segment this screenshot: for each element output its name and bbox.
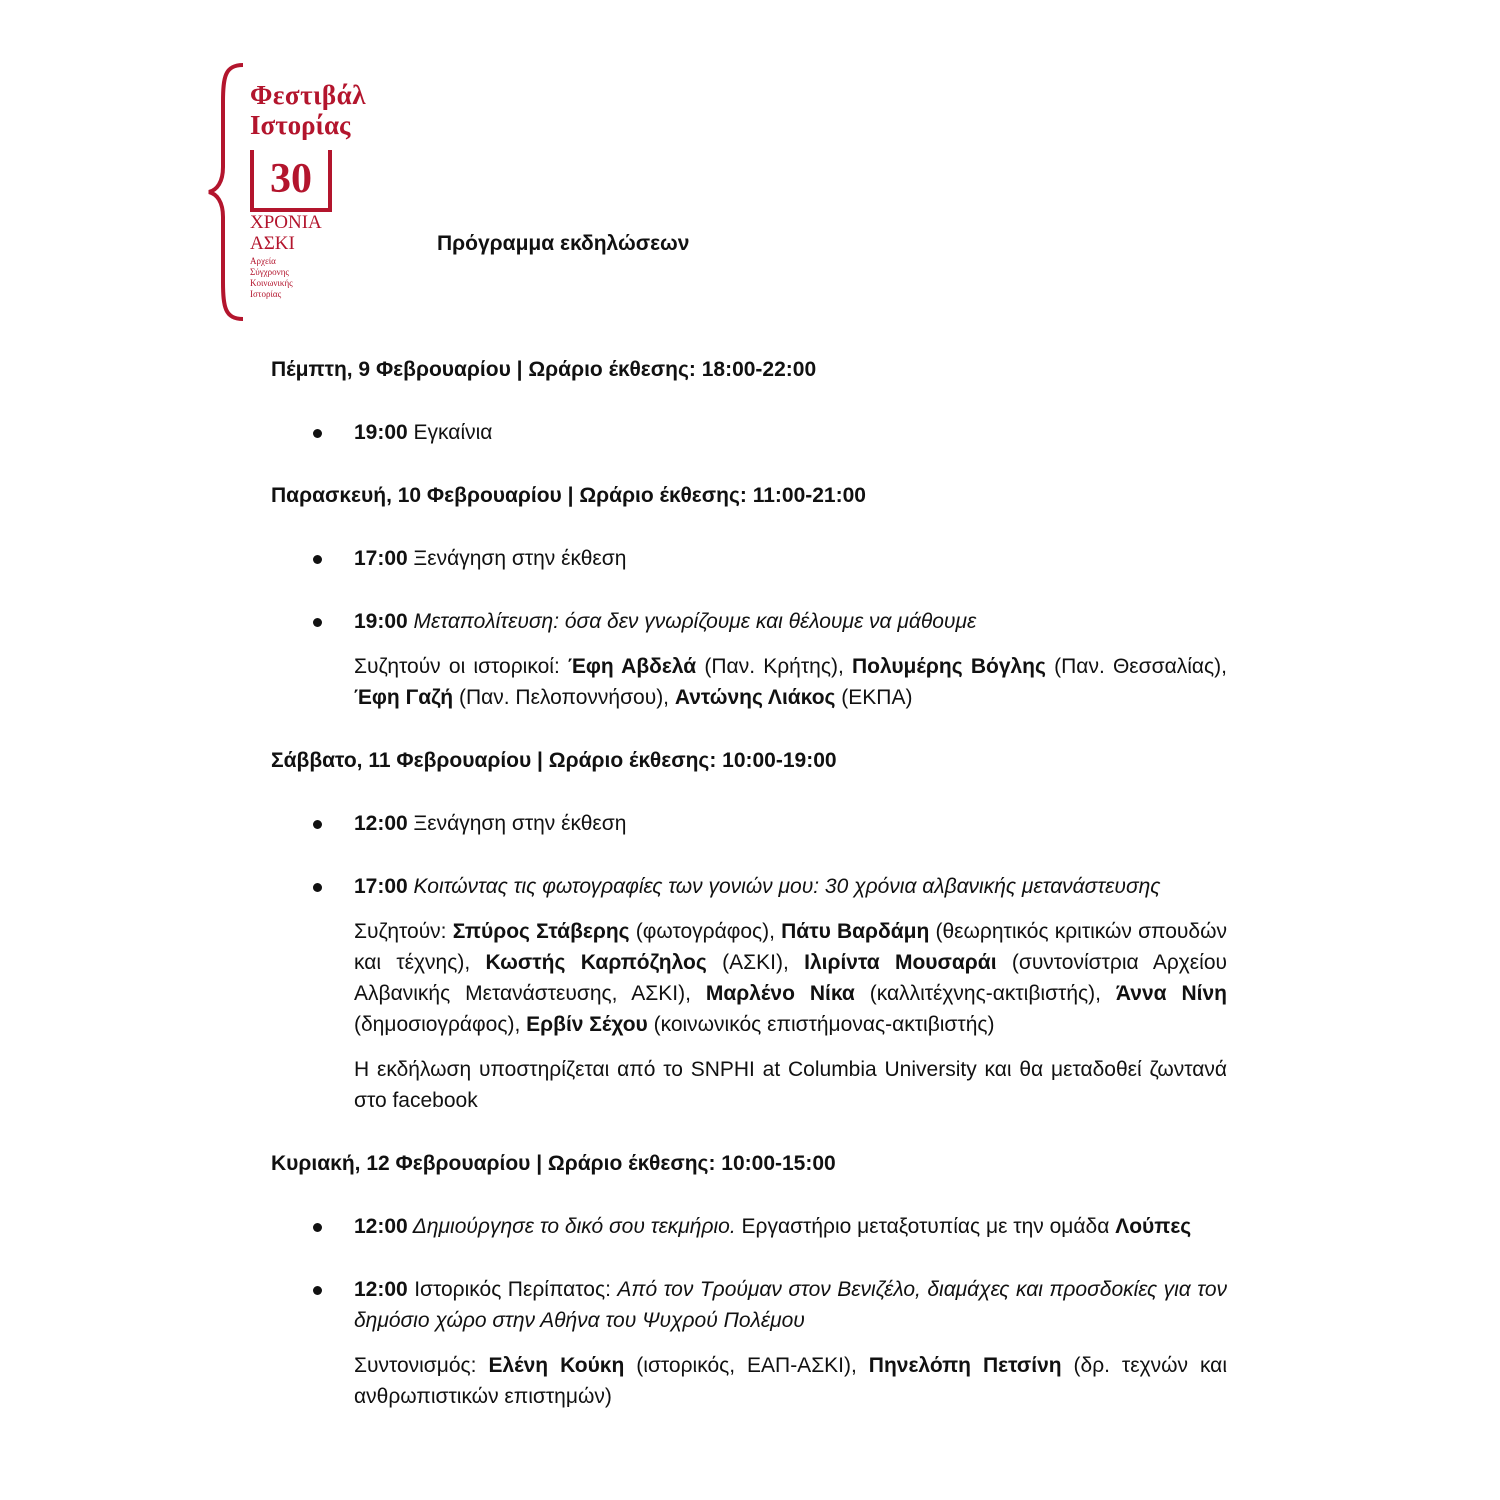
event-details xyxy=(271,651,1227,713)
bullet-icon xyxy=(313,820,322,829)
logo-small: Σύγχρονης xyxy=(250,267,289,277)
bold-text: 12:00 xyxy=(354,1215,408,1238)
text: (κοινωνικός επιστήμονας-ακτιβιστής) xyxy=(647,1013,995,1036)
italic-text: Κοιτώντας τις φωτογραφίες των γονιών μου: 30 χρόνια αλβανικής μετανάστευσης xyxy=(407,875,1161,898)
logo-line2: Ιστορίας xyxy=(250,110,351,140)
bold-text: 12:00 xyxy=(354,812,408,835)
event-item xyxy=(271,1274,1227,1336)
text: (Παν. Κρήτης), xyxy=(696,655,852,678)
bold-text: Έφη Αβδελά xyxy=(567,655,697,678)
event-details xyxy=(271,1350,1227,1412)
bold-text: Σπύρος Στάβερης xyxy=(452,920,630,943)
text: Συζητούν οι ιστορικοί: xyxy=(354,655,568,678)
bullet-icon xyxy=(313,883,322,892)
text: (δημοσιογράφος), xyxy=(354,1013,527,1036)
bold-text: Κωστής Καρπόζηλος xyxy=(485,951,707,974)
bullet-icon xyxy=(313,555,322,564)
event-item xyxy=(271,1211,1227,1242)
bullet-icon xyxy=(313,618,322,627)
text: (καλλιτέχνης-ακτιβιστής), xyxy=(854,982,1116,1005)
day-heading: Πέμπτη, 9 Φεβρουαρίου | Ωράριο έκθεσης: 18:00-22:00 xyxy=(271,358,817,381)
day-heading: Σάββατο, 11 Φεβρουαρίου | Ωράριο έκθεσης: 10:00-19:00 xyxy=(271,749,837,772)
bold-text: Πηνελόπη Πετσίνη xyxy=(868,1354,1062,1377)
text: (θεωρητικός κριτικών σπουδών και τέχνης), xyxy=(354,920,1227,974)
text: (συντονίστρια Αρχείου Αλβανικής Μετανάστευσης, ΑΣΚΙ), xyxy=(354,951,1227,1005)
festival-logo xyxy=(205,62,405,324)
text: Συζητούν: xyxy=(354,920,453,943)
bold-text: Λούπες xyxy=(1115,1215,1192,1238)
bold-text: Ιλιρίντα Μουσαράι xyxy=(804,951,997,974)
text: (Παν. Θεσσαλίας), xyxy=(1045,655,1227,678)
logo-line1: Φεστιβάλ xyxy=(250,80,366,110)
event-item xyxy=(271,808,1227,839)
text: Εγκαίνια xyxy=(407,421,493,444)
logo-small: Αρχεία xyxy=(250,256,276,266)
bold-text: Πολυμέρης Βόγλης xyxy=(851,655,1046,678)
event-details xyxy=(271,916,1227,1040)
logo-number: 30 xyxy=(250,150,332,212)
text: Ξενάγηση στην έκθεση xyxy=(407,812,627,835)
text: (ΑΣΚΙ), xyxy=(706,951,805,974)
bold-text: Αντώνης Λιάκος xyxy=(674,686,836,709)
day-heading: Παρασκευή, 10 Φεβρουαρίου | Ωράριο έκθεσης: 11:00-21:00 xyxy=(271,484,866,507)
bold-text: 12:00 xyxy=(354,1278,408,1301)
logo-line4: ΑΣΚΙ xyxy=(250,233,295,254)
bold-text: 17:00 xyxy=(354,875,408,898)
italic-text: Μεταπολίτευση: όσα δεν γνωρίζουμε και θέλουμε να μάθουμε xyxy=(407,610,977,633)
bullet-icon xyxy=(313,1223,322,1232)
event-details xyxy=(271,1054,1227,1116)
program-content xyxy=(271,354,1227,1444)
text: (φωτογράφος), xyxy=(629,920,782,943)
bold-text: Άννα Νίνη xyxy=(1115,982,1227,1005)
text: Εργαστήριο μεταξοτυπίας με την ομάδα xyxy=(735,1215,1116,1238)
day-heading: Κυριακή, 12 Φεβρουαρίου | Ωράριο έκθεσης: 10:00-15:00 xyxy=(271,1152,836,1175)
event-item xyxy=(271,543,1227,574)
bullet-icon xyxy=(313,429,322,438)
logo-small: Κοινωνικής xyxy=(250,278,293,288)
bullet-icon xyxy=(313,1286,322,1295)
bold-text: 19:00 xyxy=(354,610,408,633)
text: (ιστορικός, ΕΑΠ-ΑΣΚΙ), xyxy=(624,1354,869,1377)
text: Η εκδήλωση υποστηρίζεται από το SNPHI at Columbia University και θα μεταδοθεί ζωντανά στο facebook xyxy=(354,1058,1227,1112)
page-title: Πρόγραμμα εκδηλώσεων xyxy=(437,232,690,255)
event-item xyxy=(271,417,1227,448)
text: Ιστορικός Περίπατος: xyxy=(407,1278,618,1301)
logo-small: Ιστορίας xyxy=(250,289,282,299)
bold-text: Ερβίν Σέχου xyxy=(526,1013,648,1036)
bold-text: Πάτυ Βαρδάμη xyxy=(781,920,930,943)
bold-text: 19:00 xyxy=(354,421,408,444)
text: (δρ. τεχνών και ανθρωπιστικών επιστημών) xyxy=(354,1354,1227,1408)
italic-text: Από τον Τρούμαν στον Βενιζέλο, διαμάχες και προσδοκίες για τον δημόσιο χώρο στην Αθήνα του Ψυχρού Πολέμου xyxy=(354,1278,1228,1332)
bold-text: Έφη Γαζή xyxy=(354,686,454,709)
bold-text: 17:00 xyxy=(354,547,408,570)
curly-brace-icon xyxy=(205,62,245,322)
bold-text: Μαρλένο Νίκα xyxy=(705,982,855,1005)
event-item xyxy=(271,606,1227,637)
text: (ΕΚΠΑ) xyxy=(835,686,913,709)
text: Ξενάγηση στην έκθεση xyxy=(407,547,627,570)
italic-text: Δημιούργησε το δικό σου τεκμήριο. xyxy=(407,1215,736,1238)
event-item xyxy=(271,871,1227,902)
text: Συντονισμός: xyxy=(354,1354,489,1377)
bold-text: Ελένη Κούκη xyxy=(488,1354,625,1377)
text: (Παν. Πελοποννήσου), xyxy=(453,686,675,709)
logo-line3: ΧΡΟΝΙΑ xyxy=(250,212,322,233)
